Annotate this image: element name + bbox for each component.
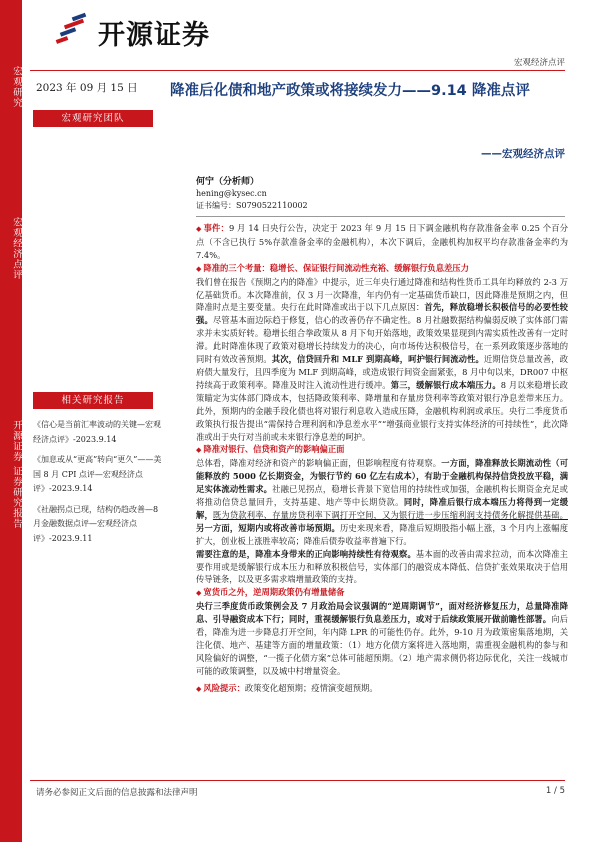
body-text: 总体看，降准对经济和资产的影响偏正面，但影响程度有待观察。 [196,458,442,469]
report-body [196,222,568,696]
body-text: 社融已见拐点，稳增长背景下宽信用的持续性或加强，金融机构长期资金充足或将推动信贷总量回升，支持基建、地产等中长期贷款。 [196,484,568,508]
section-heading: ◆ 降准对银行、信贷和资产的影响偏正面 [196,444,344,454]
risk-heading: ◆ 风险提示： [196,683,245,693]
related-report-item[interactable]: 《信心是当前汇率波动的关键—宏观经济点评》-2023.9.14 [33,420,161,444]
team-badge: 宏观研究团队 [33,110,153,127]
report-title: 降准后化债和地产政策或将接续发力——9.14 降准点评 [170,83,530,99]
body-emphasis: 首先，释放稳增长积极信号的必要性较强。 [196,302,568,326]
body-emphasis: 一方面，降准释放长期流动性（可能释放约 5000 亿长期资金，为银行节约 60 亿左右成本），有助于金融机构保持信贷投放平稳，满足实体流动性需求。 [196,458,568,495]
footer-divider [30,780,565,781]
header-section-label: 宏观经济点评 [513,58,565,68]
analyst-license: 证书编号：S0790522110002 [196,201,308,210]
impact-paragraph-2 [196,548,568,587]
section-heading: ◆ 降准的三个考量：稳增长、保证银行间流动性充裕、缓解银行负息差压力 [196,263,469,273]
brand-logo-icon [54,12,94,52]
sidebar-tag-commentary: 宏观经济点评 [11,216,22,280]
analyst-block [196,176,308,212]
event-heading: ◆ 事件： [196,223,229,233]
body-emphasis: 第三，缓解银行成本端压力。 [390,379,501,390]
analyst-divider [196,216,565,217]
report-date: 2023 年 09 月 15 日 [36,82,138,94]
body-emphasis: 同时，降准后银行成本端压力将得到一定缓解， [196,497,568,520]
event-text: 9 月 14 日央行公告，决定于 2023 年 9 月 15 日下调金融机构存款准备金率 0.25 个百分点（不含已执行 5%存款准备金率的金融机构），本次下调后，金融机构加权平均存款准备金率约为 7.4%。 [196,223,568,260]
body-text: 尽管基本面边际趋于修复，信心的改善仍存不确定性。8 月社融数据结构偏弱反映了实体部门需求并未实质好转。稳增长组合拳政策从 8 月下旬开始落地，政策效果显现到内需实质性改善有一定时滞。此时降准体现了政策对稳增长持续发力的决心，向市场传达积极信号，在一系列政策逐步落地的同时有效改善预期。 [196,315,568,365]
body-underlined: 既为贷款利率、存量房贷利率下调打开空间，又为银行进一步压缩利润支持债务化解提供基础。 [212,509,568,520]
event-paragraph [196,222,568,262]
rrr-reasons-paragraph [196,276,568,444]
body-text: 8 月以来稳增长政策瞄定为实体部门降成本，包括降政策利率、降增量和存量房贷利率等政策对银行净息差带来压力。此外，预期内的金融手段化债也将对银行利息收入造成压降，金融机构利润或承压。央行二季度货币政策执行报告提出“需保持合理利润和净息差水平”“增强商业银行支持实体经济的可持续性”，此次降准或出于央行对当前或未来银行净息差的呵护。 [196,379,568,442]
report-subtitle: ——宏观经济点评 [481,148,565,160]
analyst-email[interactable]: hening@kysec.cn [196,189,267,198]
body-text: 历史来现来看，降准后短期股指小幅上涨，3 个月内上涨幅度扩大，创业板上涨胜率较高；降准后债券收益率普遍下行。 [196,522,568,546]
impact-paragraph-1 [196,457,568,547]
body-text: 基本面的改善由需求拉动，而本次降准主要作用或是缓解银行成本压力和释放积极信号，实体部门的融资成本降低、信贷扩张效果取决于信用传导链条，以及更多需求端增量政策的支持。 [196,548,568,585]
related-reports-list [33,418,165,552]
footer-disclaimer: 请务必参阅正文后面的信息披露和法律声明 [36,788,198,798]
countercyclical-paragraph [196,600,568,677]
section-rrr-reasons [196,262,568,276]
section-countercyclical [196,586,568,600]
body-emphasis: 其次，信贷回升和 MLF 到期高峰，呵护银行间流动性。 [271,354,484,365]
analyst-name: 何宁（分析师） [196,177,260,187]
risk-text: 政策变化超预期；疫情演变超预期。 [244,682,378,693]
brand-name: 开源证券 [98,19,210,51]
section-heading: ◆ 宽货币之外，逆周期政策仍有增量储备 [196,587,344,597]
brand-logo [54,12,210,52]
body-emphasis: 另一方面，短期内或将改善市场预期。 [196,522,340,533]
body-text: 向后看，降准为进一步降息打开空间，年内降 LPR 的可能性仍存。此外，9-10 月为政策密集落地期，关注化债、地产、基建等方面的增量政策：（1）地方化债方案将进入落地期，需重视金融机构的参与和风险偏好的调整，“一揽子化债方案”总体可能超预期。（2）地产需求侧仍将边际优化，关注一线城市可能的政策调整，以及城中村增量资金。 [196,614,568,676]
body-text: 我们曾在报告《预期之内的降准》中提示，近三年央行通过降准和结构性货币工具年均释放约 2-3 万亿基础货币。本次降准前，仅 3 月一次降准，年内仍有一定基础货币缺口，因此降准是预期之内，但降准时点是主要变量。央行在此时降准或出于以下几点原因： [196,276,568,313]
related-report-item[interactable]: 《社融拐点已现，结构仍趋改善—8 月金融数据点评—宏观经济点评》-2023.9.11 [33,504,159,543]
sidebar-stripe [0,0,22,842]
risk-paragraph [196,682,568,696]
section-impact [196,443,568,457]
sidebar-tag-report: 开源证券 证券研究报告 [11,420,22,530]
related-reports-heading: 相关研究报告 [33,392,153,409]
header-divider [30,70,565,71]
sidebar-tag-macro: 宏观研究 [11,66,22,108]
related-report-item[interactable]: 《加息或从“更高”转向“更久”——美国 8 月 CPI 点评—宏观经济点评》-2023.9.14 [33,455,162,493]
body-emphasis: 央行三季度货币政策例会及 7 月政治局会议强调的“逆周期调节”，面对经济修复压力，总量降准降息、引导融资成本下行；同时，重视缓解银行负息差压力，或对于后续政策展开做前瞻性部署。 [196,601,568,625]
body-text: 近期信贷总量改善，政府债大量发行，且四季度为 MLF 到期高峰，或造成银行间资金面紧张，8 月中旬以来，DR007 中枢持续高于政策利率。降准及时注入流动性进行缓冲。 [196,354,568,390]
body-emphasis: 需要注意的是，降准本身带来的正向影响持续性有待观察。 [196,548,416,559]
page-number: 1 / 5 [545,786,565,796]
